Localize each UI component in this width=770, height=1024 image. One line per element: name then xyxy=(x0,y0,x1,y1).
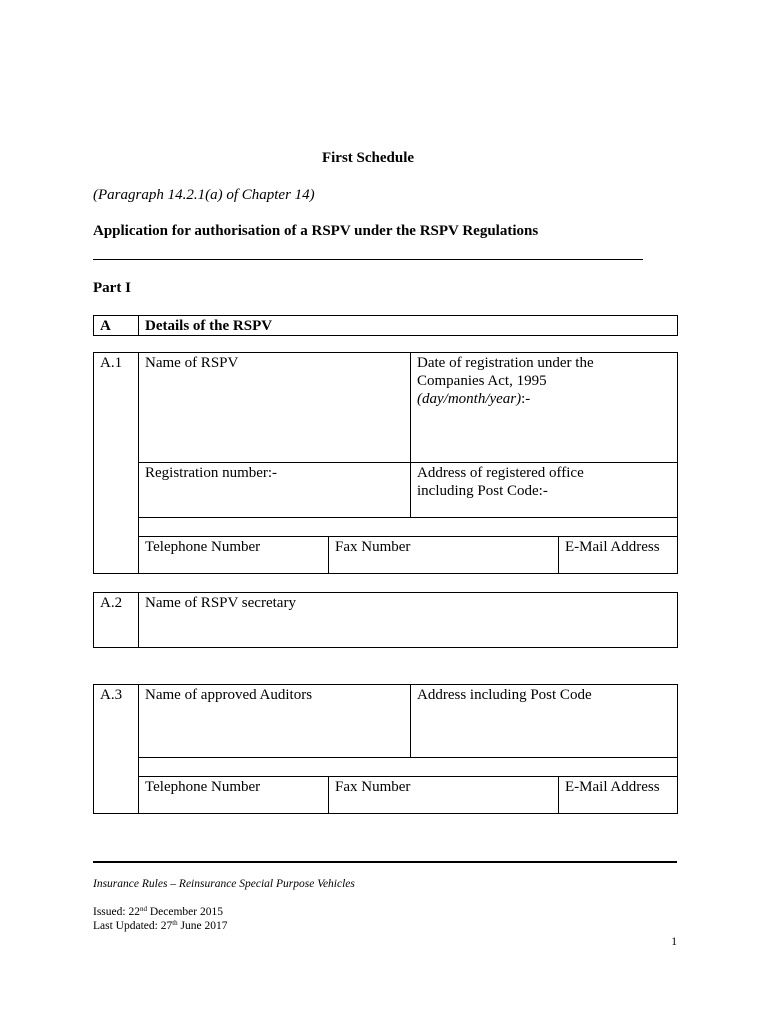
page-number: 1 xyxy=(671,936,677,948)
registration-date-label-line1: Date of registration under the xyxy=(417,355,594,371)
footer-divider xyxy=(93,861,677,863)
a3-email-field[interactable]: E-Mail Address xyxy=(565,779,660,795)
a3-fax-field[interactable]: Fax Number xyxy=(335,779,411,795)
updated-prefix: Last Updated: 27 xyxy=(93,920,173,932)
a3-code: A.3 xyxy=(100,687,123,703)
issued-prefix: Issued: 22 xyxy=(93,906,140,918)
a1-table xyxy=(93,352,678,574)
a3-telephone-field[interactable]: Telephone Number xyxy=(145,779,261,795)
auditors-address-field[interactable]: Address including Post Code xyxy=(417,687,592,703)
a3-blank-row xyxy=(139,758,678,777)
rspv-name-field[interactable]: Name of RSPV xyxy=(145,355,239,371)
section-a-title: Details of the RSPV xyxy=(145,318,273,334)
footer-title: Insurance Rules – Reinsurance Special Purpose Vehicles xyxy=(93,878,355,890)
section-a-header-table xyxy=(93,315,678,336)
registration-date-format: (day/month/year) xyxy=(417,391,522,407)
schedule-title: First Schedule xyxy=(321,150,415,166)
registration-date-suffix: :- xyxy=(521,391,531,407)
a2-code: A.2 xyxy=(100,595,123,611)
rspv-secretary-field[interactable]: Name of RSPV secretary xyxy=(145,595,296,611)
a3-table xyxy=(93,684,678,814)
part-label: Part I xyxy=(93,280,131,296)
title-divider xyxy=(93,259,643,260)
registration-number-field[interactable]: Registration number:- xyxy=(145,465,278,481)
a1-code: A.1 xyxy=(100,355,123,371)
last-updated-date xyxy=(93,920,228,933)
auditors-name-field[interactable]: Name of approved Auditors xyxy=(145,687,313,703)
registration-date-field[interactable] xyxy=(411,353,677,408)
application-title: Application for authorisation of a RSPV under the RSPV Regulations xyxy=(93,223,539,239)
registered-office-address-line1: Address of registered office xyxy=(417,465,584,481)
issued-suffix-sup: nd xyxy=(139,905,147,913)
a2-table xyxy=(93,592,678,648)
a1-telephone-field[interactable]: Telephone Number xyxy=(145,539,261,555)
updated-month-year: June 2017 xyxy=(177,920,228,932)
registration-date-label-line2: Companies Act, 1995 xyxy=(417,373,547,389)
a1-fax-field[interactable]: Fax Number xyxy=(335,539,411,555)
issued-month-year: December 2015 xyxy=(146,906,223,918)
issued-date xyxy=(93,906,223,919)
updated-suffix-sup: th xyxy=(172,919,178,927)
section-a-code: A xyxy=(100,318,111,334)
a1-email-field[interactable]: E-Mail Address xyxy=(565,539,660,555)
registered-office-address-line2: including Post Code:- xyxy=(417,483,548,499)
a1-blank-row xyxy=(139,518,678,537)
paragraph-reference: (Paragraph 14.2.1(a) of Chapter 14) xyxy=(93,187,315,203)
registered-office-address-field[interactable] xyxy=(411,463,677,500)
